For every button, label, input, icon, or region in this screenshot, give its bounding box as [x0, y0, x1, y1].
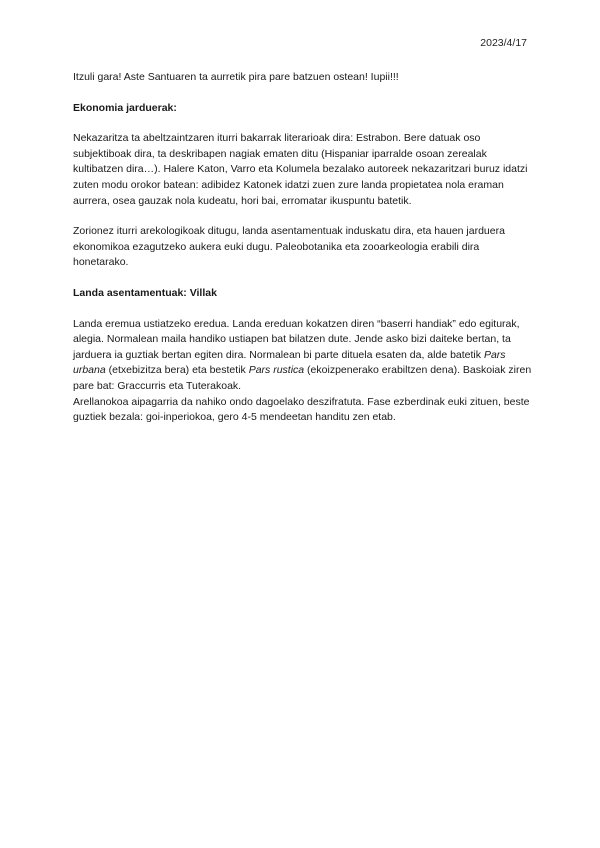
villas-text-part-3: (ekoizpenerako erabiltzen dena). Baskoiak ziren pare bat: Graccurris eta Tuterakoak.: [73, 364, 532, 392]
document-body: [73, 70, 533, 441]
intro-paragraph: Itzuli gara! Aste Santuaren ta aurretik pira pare batzuen ostean! Iupii!!!: [73, 71, 399, 83]
economy-paragraph-2: Zorionez iturri arekologikoak ditugu, landa asentamentuak induskatu dira, eta hauen jarduera ekonomikoa ezagutzeko aukera euki dugu. Paleobotanika eta zooarkeologia erabili dira honetarako.: [73, 225, 505, 269]
villas-text-part-2: (etxebizitza bera) eta bestetik: [105, 364, 249, 377]
section-heading-villas: Landa asentamentuak: Villak: [73, 286, 217, 299]
document-date: 2023/4/17: [480, 37, 527, 49]
term-pars-rustica: Pars rustica: [248, 364, 305, 377]
villas-paragraph-1: [73, 317, 533, 395]
section-heading-economy: Ekonomia jarduerak:: [73, 101, 177, 114]
economy-paragraph-1: Nekazaritza ta abeltzaintzaren iturri bakarrak literarioak dira: Estrabon. Bere datuak oso subjektiboak dira, ta deskribapen nagiak ematen ditu (Hispaniar iparralde osoan zerealak kultibatzen dira…). Halere Katon, Varro eta Kolumela bezalako autoreek nekazaritzari buruz idatzi zuten modu orokor batean: adibidez Katonek idatzi zuen zure landa propietatea nola eraman aurrera, osea gauzak nola kudeatu, hori bai, erromatar ikuspuntu batetik.: [73, 132, 528, 207]
term-pars-urbana: Pars urbana: [73, 348, 506, 377]
villas-paragraph-2: Arellanokoa aipagarria da nahiko ondo dagoelako deszifratuta. Fase ezberdinak euki zituen, beste guztiek bezala: goi-inperiokoa, gero 4-5 mendeetan handitu zen etab.: [73, 395, 530, 424]
villas-text-part-1: Landa eremua ustiatzeko eredua. Landa ereduan kokatzen diren “baserri handiak” edo egiturak, alegia. Normalean maila handiko ustiapen bat bilatzen dute. Jende asko bizi daiteke bertan, ta jarduera ia guztiak bertan egiten dira. Normalean bi parte dituela esaten da, alde batetik: [73, 317, 520, 361]
